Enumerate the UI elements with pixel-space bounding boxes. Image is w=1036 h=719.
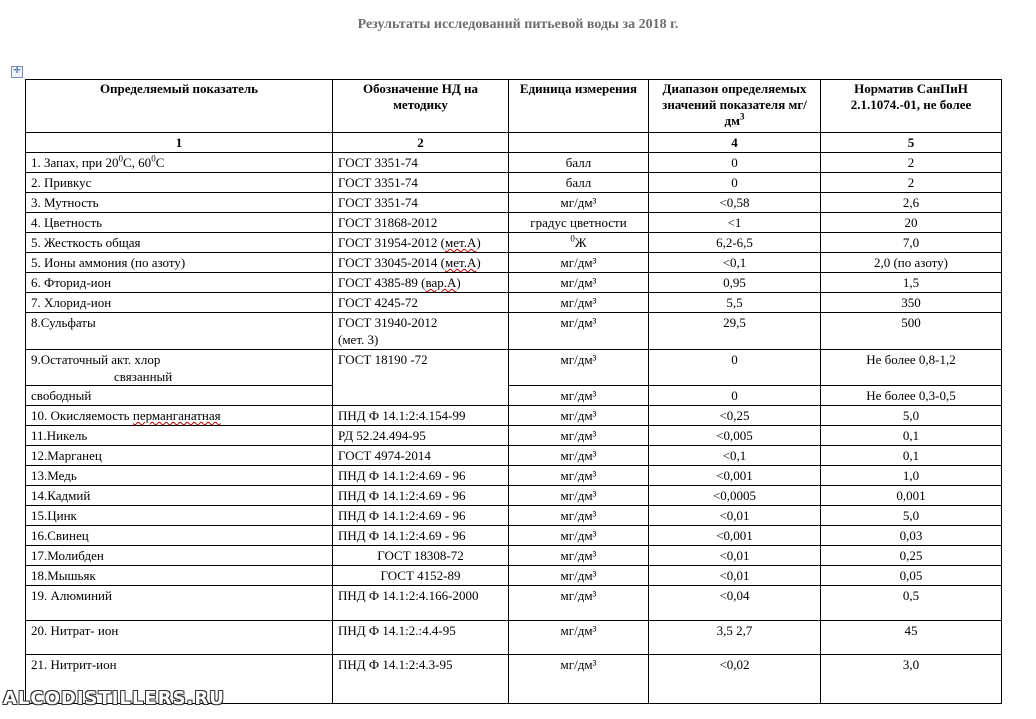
cell-norm: 7,0 <box>821 233 1002 253</box>
cell-range: <0,001 <box>649 526 821 546</box>
cell-unit: мг/дм³ <box>509 446 649 466</box>
cell-range: <0,005 <box>649 426 821 446</box>
table-row <box>26 586 1002 621</box>
cell-range: <0,01 <box>649 566 821 586</box>
table-row <box>26 566 1002 586</box>
cell-unit: мг/дм³ <box>509 466 649 486</box>
column-number: 4 <box>649 133 821 153</box>
cell-method: ПНД Ф 14.1:2:4.69 - 96 <box>333 486 509 506</box>
cell-unit: мг/дм³ <box>509 253 649 273</box>
cell-norm: 1,0 <box>821 466 1002 486</box>
cell-unit: мг/дм³ <box>509 350 649 386</box>
cell-method: ГОСТ 31868-2012 <box>333 213 509 233</box>
cell-text: 9.Остаточный акт. хлор <box>31 352 161 367</box>
cell-norm: 350 <box>821 293 1002 313</box>
cell-range: <1 <box>649 213 821 233</box>
cell-sup: 0 <box>118 153 124 164</box>
cell-indicator: свободный <box>26 386 333 406</box>
column-number: 1 <box>26 133 333 153</box>
cell-range: <0,02 <box>649 655 821 704</box>
cell-norm: 2 <box>821 153 1002 173</box>
cell-method: ГОСТ 3351-74 <box>333 193 509 213</box>
cell-unit: мг/дм³ <box>509 406 649 426</box>
cell-method: ПНД Ф 14.1:2:4.69 - 96 <box>333 466 509 486</box>
cell-indicator <box>26 350 333 386</box>
cell-norm: 2,0 (по азоту) <box>821 253 1002 273</box>
table-header-row <box>26 80 1002 133</box>
cell-text: связанный <box>114 369 173 384</box>
header-range-sup: 3 <box>739 111 745 122</box>
table-row <box>26 546 1002 566</box>
table-row <box>26 350 1002 386</box>
table-row <box>26 426 1002 446</box>
cell-range: 0 <box>649 386 821 406</box>
cell-text: ) <box>476 255 481 270</box>
cell-unit: мг/дм³ <box>509 586 649 621</box>
cell-norm: 2,6 <box>821 193 1002 213</box>
table-row <box>26 526 1002 546</box>
cell-indicator: 18.Мышьяк <box>26 566 333 586</box>
table-row <box>26 233 1002 253</box>
table-row <box>26 193 1002 213</box>
cell-norm: Не более 0,3-0,5 <box>821 386 1002 406</box>
cell-indicator: 8.Сульфаты <box>26 313 333 350</box>
table-row <box>26 313 1002 350</box>
spellcheck-word: мет.А <box>445 255 477 270</box>
cell-text: ГОСТ 31940-2012 <box>338 315 438 330</box>
cell-norm: 5,0 <box>821 406 1002 426</box>
table-move-handle-icon[interactable]: ✛ <box>11 66 23 78</box>
cell-norm: 0,25 <box>821 546 1002 566</box>
cell-indicator: 7. Хлорид-ион <box>26 293 333 313</box>
cell-unit: мг/дм³ <box>509 655 649 704</box>
cell-indicator: 6. Фторид-ион <box>26 273 333 293</box>
cell-indicator: 12.Марганец <box>26 446 333 466</box>
table-row <box>26 486 1002 506</box>
cell-norm: 0,03 <box>821 526 1002 546</box>
cell-indicator: 17.Молибден <box>26 546 333 566</box>
cell-range: <0,1 <box>649 446 821 466</box>
table-row <box>26 173 1002 193</box>
cell-text: ) <box>456 275 461 290</box>
cell-range: 5,5 <box>649 293 821 313</box>
cell-range: 0 <box>649 173 821 193</box>
column-number: 5 <box>821 133 1002 153</box>
cell-norm: Не более 0,8-1,2 <box>821 350 1002 386</box>
cell-unit: мг/дм³ <box>509 526 649 546</box>
cell-indicator: 13.Медь <box>26 466 333 486</box>
table-row <box>26 386 1002 406</box>
cell-norm: 1,5 <box>821 273 1002 293</box>
table-row <box>26 466 1002 486</box>
cell-text: 10. Окисляемость <box>31 408 133 423</box>
cell-text: С, 60 <box>123 155 152 170</box>
cell-method <box>333 253 509 273</box>
cell-method: ГОСТ 4152-89 <box>333 566 509 586</box>
cell-method: ГОСТ 3351-74 <box>333 153 509 173</box>
cell-indicator: 5. Жесткость общая <box>26 233 333 253</box>
cell-unit: мг/дм³ <box>509 313 649 350</box>
cell-range: <0,58 <box>649 193 821 213</box>
cell-unit: мг/дм³ <box>509 546 649 566</box>
spellcheck-word: перманганатная <box>132 408 221 423</box>
cell-method: ПНД Ф 14.1:2.:4.4-95 <box>333 621 509 655</box>
header-method: Обозначение НД на методику <box>333 80 509 133</box>
cell-indicator: 15.Цинк <box>26 506 333 526</box>
cell-indicator: 2. Привкус <box>26 173 333 193</box>
column-number-row <box>26 133 1002 153</box>
cell-text: ГОСТ 4385-89 ( <box>338 275 426 290</box>
cell-range: <0,1 <box>649 253 821 273</box>
cell-norm: 2 <box>821 173 1002 193</box>
cell-text: Ж <box>574 235 587 250</box>
cell-unit: мг/дм³ <box>509 486 649 506</box>
cell-range: 6,2-6,5 <box>649 233 821 253</box>
header-norm: Норматив СанПиН 2.1.1074.-01, не более <box>821 80 1002 133</box>
cell-range: 0,95 <box>649 273 821 293</box>
cell-norm: 45 <box>821 621 1002 655</box>
cell-indicator: 14.Кадмий <box>26 486 333 506</box>
cell-norm: 0,5 <box>821 586 1002 621</box>
cell-indicator <box>26 153 333 173</box>
table-row <box>26 406 1002 426</box>
cell-unit: мг/дм³ <box>509 193 649 213</box>
results-table <box>25 79 1002 704</box>
cell-range: 3,5 2,7 <box>649 621 821 655</box>
cell-indicator: 19. Алюминий <box>26 586 333 621</box>
table-row <box>26 273 1002 293</box>
cell-method: ПНД Ф 14.1:2:4.154-99 <box>333 406 509 426</box>
table-row <box>26 213 1002 233</box>
cell-indicator: 4. Цветность <box>26 213 333 233</box>
cell-unit: мг/дм³ <box>509 293 649 313</box>
site-watermark: ALCODISTILLERS.RU <box>3 688 225 709</box>
document-title: Результаты исследований питьевой воды за 2018 г. <box>357 17 679 32</box>
cell-unit: балл <box>509 173 649 193</box>
cell-unit: градус цветности <box>509 213 649 233</box>
cell-unit: мг/дм³ <box>509 386 649 406</box>
cell-unit: мг/дм³ <box>509 506 649 526</box>
cell-text: ГОСТ 31954-2012 ( <box>338 235 446 250</box>
cell-sup: 0 <box>151 153 156 164</box>
cell-norm: 0,1 <box>821 426 1002 446</box>
cell-indicator: 11.Никель <box>26 426 333 446</box>
table-row <box>26 621 1002 655</box>
cell-method: ПНД Ф 14.1:2:4.69 - 96 <box>333 506 509 526</box>
cell-norm: 500 <box>821 313 1002 350</box>
header-unit: Единица измерения <box>509 80 649 133</box>
column-number <box>509 133 649 153</box>
cell-range: <0,0005 <box>649 486 821 506</box>
cell-norm: 20 <box>821 213 1002 233</box>
cell-range: <0,04 <box>649 586 821 621</box>
cell-range: <0,01 <box>649 506 821 526</box>
cell-method <box>333 273 509 293</box>
table-row <box>26 293 1002 313</box>
cell-method: ГОСТ 18190 -72 <box>333 350 509 406</box>
cell-method: ПНД Ф 14.1:2:4.3-95 <box>333 655 509 704</box>
cell-text: (мет. 3) <box>338 332 379 347</box>
spellcheck-word: мет.А <box>445 235 477 250</box>
cell-method: ГОСТ 18308-72 <box>333 546 509 566</box>
cell-range: 29,5 <box>649 313 821 350</box>
cell-indicator: 3. Мутность <box>26 193 333 213</box>
cell-indicator <box>26 406 333 426</box>
cell-norm: 0,1 <box>821 446 1002 466</box>
table-row <box>26 253 1002 273</box>
cell-method: ГОСТ 3351-74 <box>333 173 509 193</box>
cell-indicator: 16.Свинец <box>26 526 333 546</box>
header-indicator: Определяемый показатель <box>26 80 333 133</box>
cell-method: ПНД Ф 14.1:2:4.69 - 96 <box>333 526 509 546</box>
cell-norm: 0,001 <box>821 486 1002 506</box>
spellcheck-word: вар.А <box>425 275 457 290</box>
cell-range: 0 <box>649 350 821 386</box>
column-number: 2 <box>333 133 509 153</box>
table-row <box>26 506 1002 526</box>
cell-range: 0 <box>649 153 821 173</box>
cell-unit: мг/дм³ <box>509 566 649 586</box>
cell-method <box>333 233 509 253</box>
cell-norm: 0,05 <box>821 566 1002 586</box>
table-row <box>26 446 1002 466</box>
cell-unit: мг/дм³ <box>509 426 649 446</box>
cell-range: <0,001 <box>649 466 821 486</box>
cell-text: 1. Запах, при 20 <box>31 155 119 170</box>
header-range-text: Диапазон определяемых значений показателя мг/дм <box>662 81 807 128</box>
cell-sup: 0 <box>570 233 575 244</box>
cell-unit <box>509 233 649 253</box>
cell-indicator: 21. Нитрит-ион <box>26 655 333 704</box>
cell-indicator: 5. Ионы аммония (по азоту) <box>26 253 333 273</box>
cell-range: <0,25 <box>649 406 821 426</box>
cell-range: <0,01 <box>649 546 821 566</box>
cell-text: ) <box>476 235 481 250</box>
cell-norm: 3,0 <box>821 655 1002 704</box>
table-row <box>26 153 1002 173</box>
cell-method: ГОСТ 4245-72 <box>333 293 509 313</box>
cell-norm: 5,0 <box>821 506 1002 526</box>
cell-unit: балл <box>509 153 649 173</box>
cell-method: ПНД Ф 14.1:2:4.166-2000 <box>333 586 509 621</box>
cell-unit: мг/дм³ <box>509 273 649 293</box>
header-range <box>649 80 821 133</box>
cell-method: РД 52.24.494-95 <box>333 426 509 446</box>
cell-method: ГОСТ 4974-2014 <box>333 446 509 466</box>
cell-text: ГОСТ 33045-2014 ( <box>338 255 446 270</box>
cell-unit: мг/дм³ <box>509 621 649 655</box>
cell-method <box>333 313 509 350</box>
cell-indicator: 20. Нитрат- ион <box>26 621 333 655</box>
cell-text: С <box>155 155 165 170</box>
